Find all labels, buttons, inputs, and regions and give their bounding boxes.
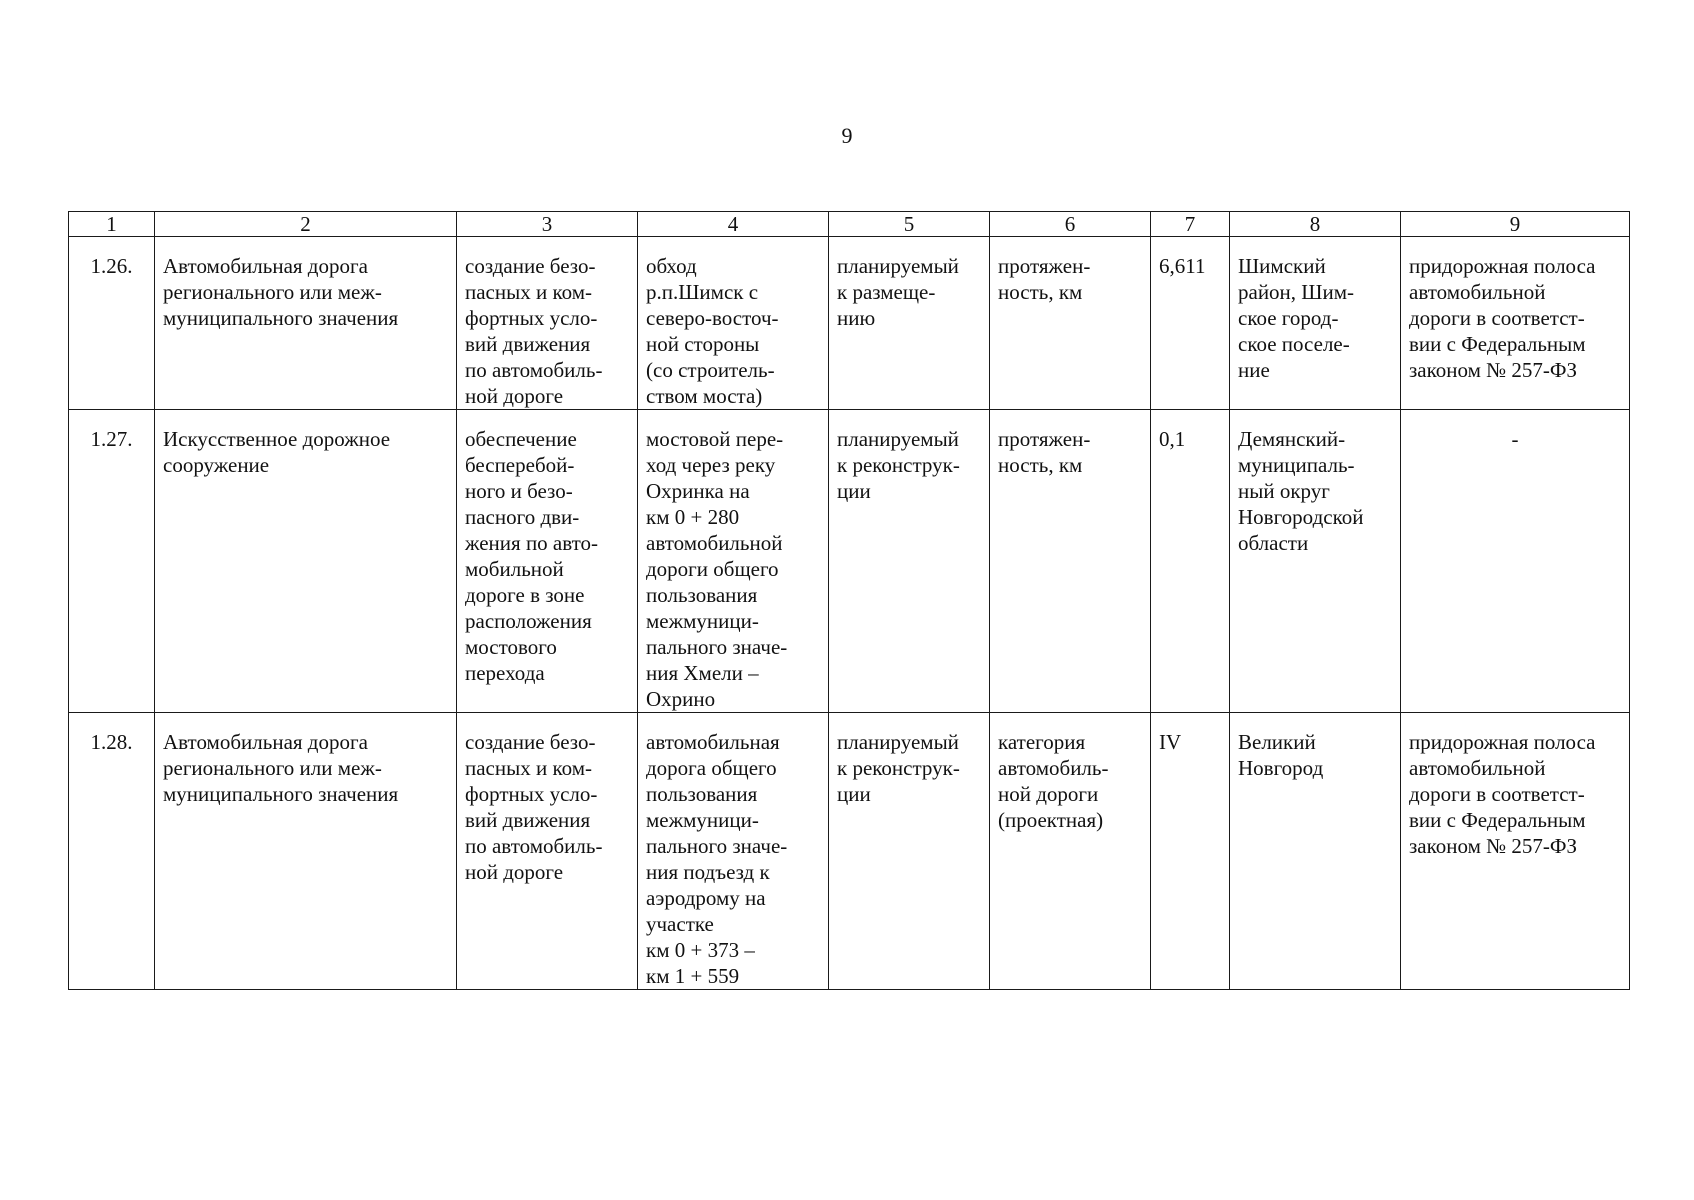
row-number-cell: 1.26. — [69, 237, 155, 410]
table-row — [69, 237, 1630, 410]
characteristic-cell: протяжен- ность, км — [990, 410, 1151, 713]
purpose-cell: создание безо- пасных и ком- фортных усло- вий движения по автомобиль- ной дороге — [457, 713, 638, 990]
column-header: 9 — [1401, 212, 1630, 237]
page-number: 9 — [841, 123, 853, 148]
status-cell: планируемый к реконструк- ции — [829, 713, 990, 990]
column-header: 6 — [990, 212, 1151, 237]
column-header: 2 — [155, 212, 457, 237]
description-cell: обход р.п.Шимск с северо-восточ- ной стороны (со строитель- ством моста) — [638, 237, 829, 410]
description-cell: автомобильная дорога общего пользования межмуници- пального значе- ния подъезд к аэродрому на участке км 0 + 373 – км 1 + 559 — [638, 713, 829, 990]
column-header: 5 — [829, 212, 990, 237]
header-row — [69, 212, 1630, 237]
purpose-cell: обеспечение бесперебой- ного и безо- пасного дви- жения по авто- мобильной дороге в зоне расположения мостового перехода — [457, 410, 638, 713]
objects-table — [68, 211, 1630, 990]
table-row — [69, 410, 1630, 713]
object-name-cell: Искусственное дорожное сооружение — [155, 410, 457, 713]
status-cell: планируемый к реконструк- ции — [829, 410, 990, 713]
object-name-cell: Автомобильная дорога регионального или меж- муниципального значения — [155, 237, 457, 410]
object-name-cell: Автомобильная дорога регионального или меж- муниципального значения — [155, 713, 457, 990]
column-header: 4 — [638, 212, 829, 237]
value-cell: IV — [1151, 713, 1230, 990]
table-row — [69, 713, 1630, 990]
location-cell: Великий Новгород — [1230, 713, 1401, 990]
row-number-cell: 1.28. — [69, 713, 155, 990]
purpose-cell: создание безо- пасных и ком- фортных усло- вий движения по автомобиль- ной дороге — [457, 237, 638, 410]
column-header: 3 — [457, 212, 638, 237]
zone-cell: придорожная полоса автомобильной дороги в соответст- вии с Федеральным законом № 257-ФЗ — [1401, 713, 1630, 990]
characteristic-cell: категория автомобиль- ной дороги (проектная) — [990, 713, 1151, 990]
status-cell: планируемый к размеще- нию — [829, 237, 990, 410]
location-cell: Демянский- муниципаль- ный округ Новгородской области — [1230, 410, 1401, 713]
zone-cell: придорожная полоса автомобильной дороги в соответст- вии с Федеральным законом № 257-ФЗ — [1401, 237, 1630, 410]
column-header: 1 — [69, 212, 155, 237]
description-cell: мостовой пере- ход через реку Охринка на км 0 + 280 автомобильной дороги общего пользования межмуници- пального значе- ния Хмели – Охрино — [638, 410, 829, 713]
value-cell: 6,611 — [1151, 237, 1230, 410]
location-cell: Шимский район, Шим- ское город- ское поселе- ние — [1230, 237, 1401, 410]
characteristic-cell: протяжен- ность, км — [990, 237, 1151, 410]
zone-cell: - — [1401, 410, 1630, 713]
column-header: 7 — [1151, 212, 1230, 237]
row-number-cell: 1.27. — [69, 410, 155, 713]
value-cell: 0,1 — [1151, 410, 1230, 713]
column-header: 8 — [1230, 212, 1401, 237]
